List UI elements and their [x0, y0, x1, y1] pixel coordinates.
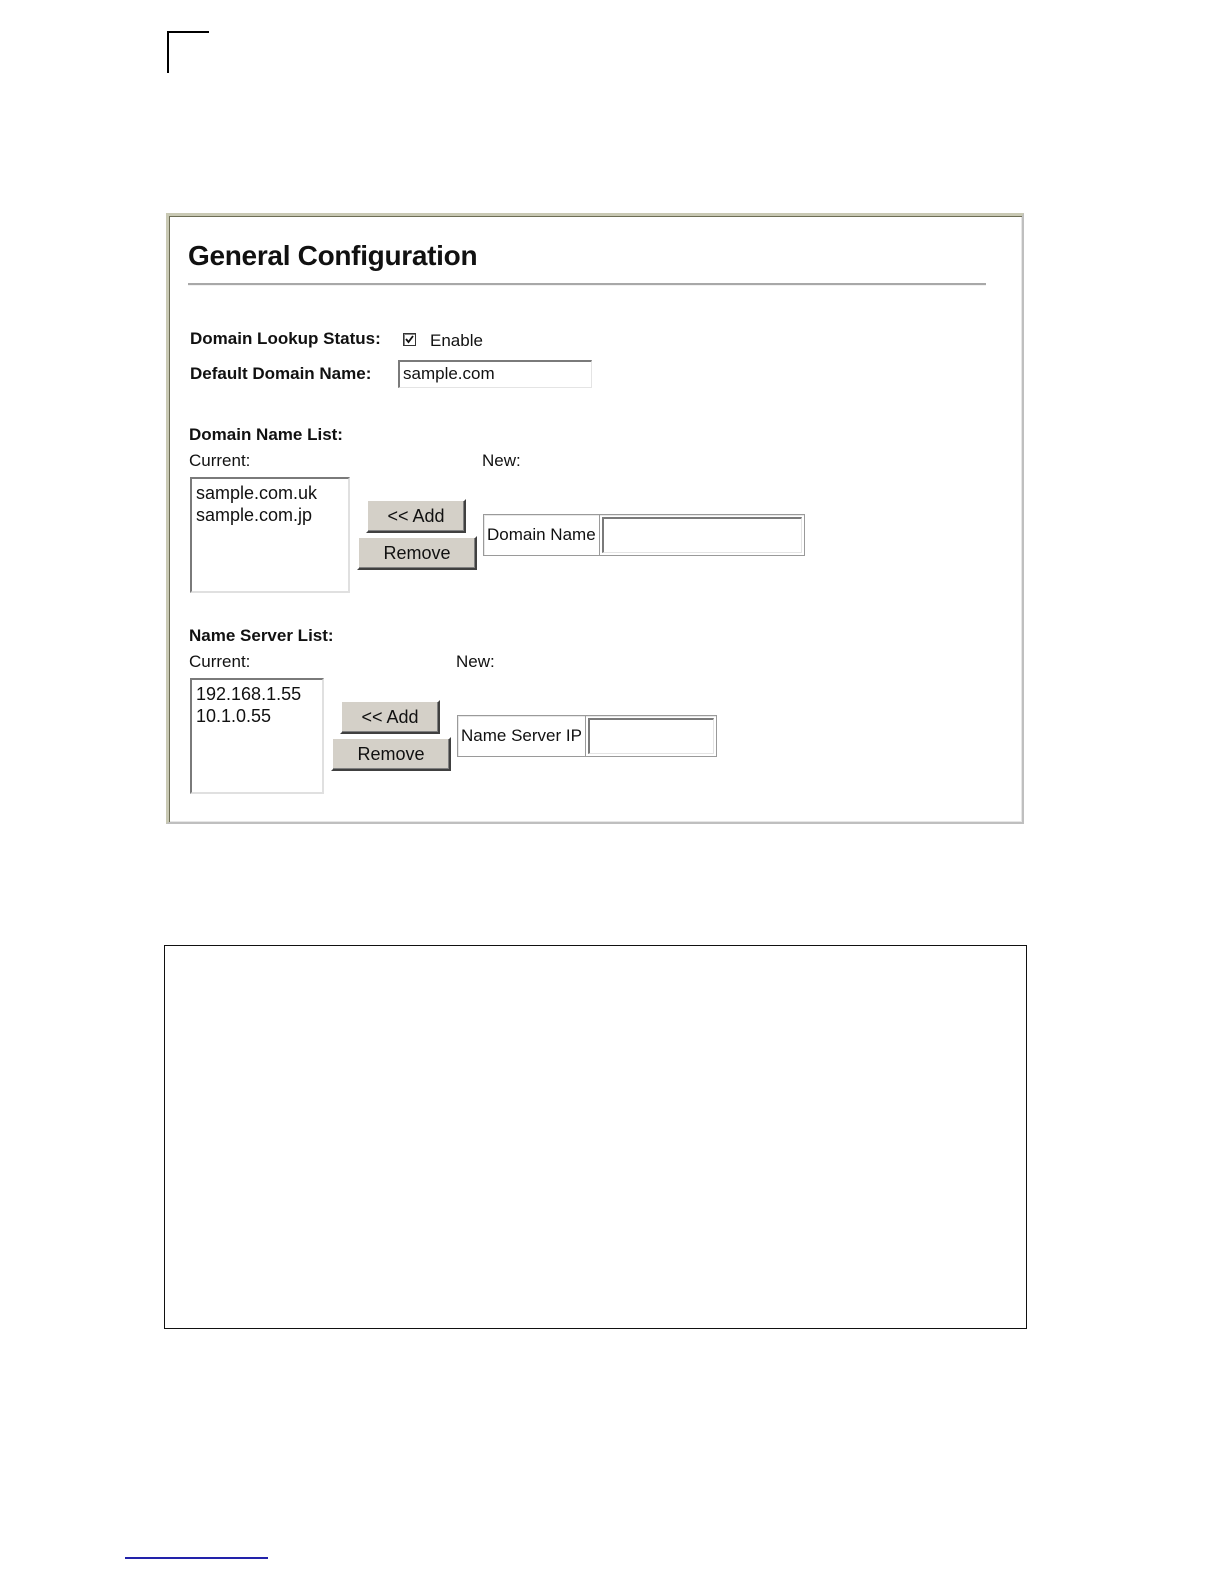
- crop-mark-vertical: [167, 31, 169, 73]
- domain-lookup-enable-checkbox[interactable]: [403, 333, 416, 346]
- list-item[interactable]: sample.com.uk: [196, 483, 318, 503]
- enable-label: Enable: [430, 331, 483, 350]
- domain-add-button[interactable]: << Add: [366, 499, 466, 533]
- checkmark-icon: [404, 334, 415, 345]
- default-domain-name-label: Default Domain Name:: [190, 364, 372, 383]
- domain-new-label: New:: [482, 451, 521, 470]
- name-server-current-label: Current:: [189, 652, 251, 671]
- name-server-ip-field-label: Name Server IP: [458, 716, 586, 756]
- domain-new-entry-group: [483, 514, 805, 556]
- name-server-current-list[interactable]: [190, 678, 324, 794]
- domain-name-current-list[interactable]: [190, 477, 350, 593]
- list-item[interactable]: sample.com.jp: [196, 505, 313, 525]
- name-server-list-heading: Name Server List:: [189, 626, 334, 645]
- name-server-ip-new-input[interactable]: [588, 718, 714, 754]
- domain-name-field-label: Domain Name: [484, 515, 600, 555]
- general-configuration-panel: [166, 213, 1024, 824]
- name-server-remove-button[interactable]: Remove: [331, 737, 451, 771]
- domain-current-label: Current:: [189, 451, 251, 470]
- default-domain-name-input[interactable]: sample.com: [398, 360, 592, 388]
- list-item[interactable]: 192.168.1.55: [196, 684, 302, 704]
- name-server-ip-field-cell: [586, 716, 716, 756]
- domain-remove-button[interactable]: Remove: [357, 536, 477, 570]
- crop-mark-horizontal: [167, 31, 209, 33]
- page-title: General Configuration: [188, 240, 478, 271]
- list-item[interactable]: 10.1.0.55: [196, 706, 272, 726]
- domain-lookup-status-label: Domain Lookup Status:: [190, 329, 381, 348]
- name-server-new-label: New:: [456, 652, 495, 671]
- domain-name-new-input[interactable]: [602, 517, 802, 553]
- domain-name-field-cell: [600, 515, 804, 555]
- footer-rule: [125, 1557, 268, 1559]
- domain-name-list-heading: Domain Name List:: [189, 425, 343, 444]
- name-server-add-button[interactable]: << Add: [340, 700, 440, 734]
- name-server-new-entry-group: [457, 715, 717, 757]
- title-divider: [188, 283, 986, 286]
- empty-content-box: [164, 945, 1027, 1329]
